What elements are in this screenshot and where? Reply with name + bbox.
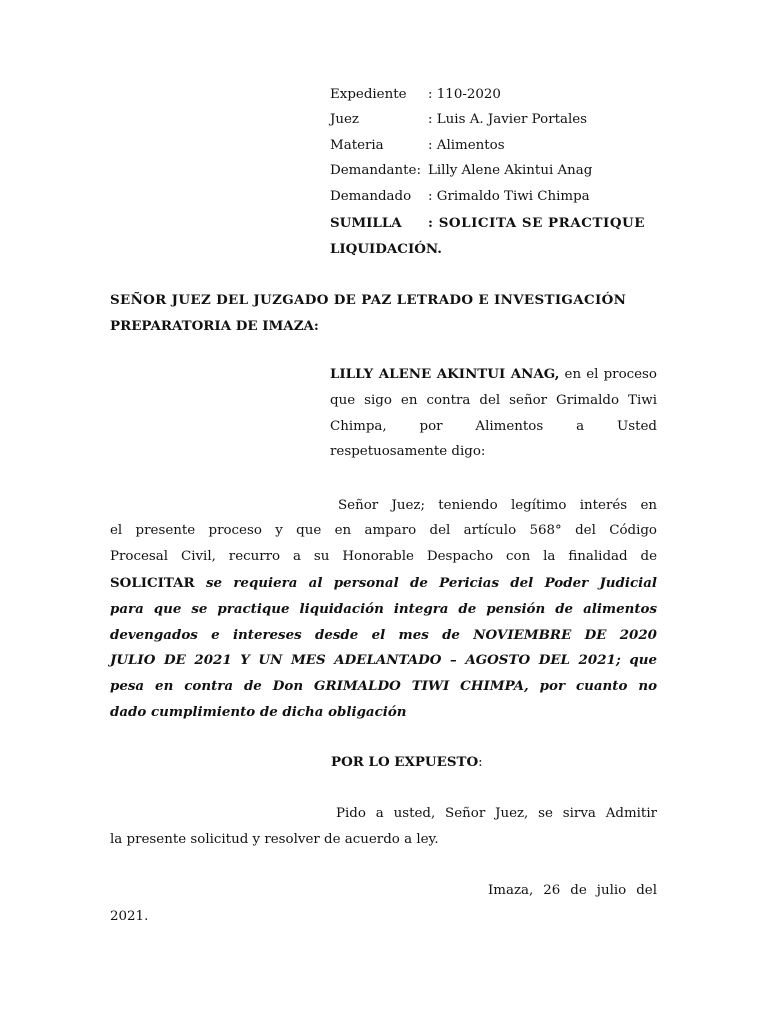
- intro-paragraph: [330, 362, 657, 465]
- body-line: dado cumplimiento de dicha obligación: [110, 704, 407, 720]
- header-separator: :: [428, 112, 437, 127]
- header-value: Lilly Alene Akintui Anag: [428, 163, 593, 178]
- body-line: JULIO DE 2021 Y UN MES ADELANTADO – AGOSTO DEL 2021; que: [110, 652, 657, 668]
- sumilla-continuation: LIQUIDACIÓN.: [330, 241, 442, 257]
- header-label: Materia: [330, 138, 384, 153]
- header-label: Expediente: [330, 87, 407, 102]
- header-label: Juez: [330, 112, 359, 127]
- addressee-line-1: SEÑOR JUEZ DEL JUZGADO DE PAZ LETRADO E INVESTIGACIÓN: [110, 292, 627, 308]
- body-line: el presente proceso y que en amparo del artículo 568° del Código: [110, 523, 657, 538]
- section-heading: [331, 754, 483, 770]
- header-value: 110-2020: [436, 87, 501, 102]
- body-line: devengados e intereses desde el mes de NOVIEMBRE DE 2020: [110, 627, 657, 643]
- header-row-demandante: [330, 163, 660, 183]
- date-line-1: Imaza, 26 de julio del: [488, 883, 657, 898]
- sumilla-row: [330, 215, 657, 231]
- header-row-materia: [330, 138, 660, 158]
- header-value: Luis A. Javier Portales: [436, 112, 588, 127]
- header-separator: :: [428, 138, 437, 153]
- section-title: POR LO EXPUESTO: [331, 754, 479, 770]
- header-value: Grimaldo Tiwi Chimpa: [436, 189, 590, 204]
- sumilla-value: : SOLICITA SE PRACTIQUE: [428, 215, 646, 231]
- body-line: [110, 575, 657, 595]
- body-line: para que se practique liquidación integra de pensión de alimentos: [110, 601, 657, 617]
- header-label: Demandante:: [330, 163, 421, 178]
- section-colon: :: [478, 755, 483, 770]
- petitioner-name: LILLY ALENE AKINTUI ANAG,: [330, 366, 560, 382]
- body-line: Señor Juez; teniendo legítimo interés en: [338, 498, 657, 513]
- header-separator: :: [428, 87, 437, 102]
- header-separator: :: [428, 189, 437, 204]
- header-row-demandado: [330, 189, 660, 209]
- header-row-juez: [330, 112, 660, 132]
- header-row-expediente: [330, 87, 660, 107]
- closing-line-2: la presente solicitud y resolver de acuerdo a ley.: [110, 832, 439, 847]
- body-line: pesa en contra de Don GRIMALDO TIWI CHIMPA, por cuanto no: [110, 678, 657, 694]
- sumilla-label: SUMILLA: [330, 215, 402, 231]
- body-emphasis: se requiera al personal de Pericias del Poder Judicial: [194, 575, 657, 591]
- closing-line-1: Pido a usted, Señor Juez, se sirva Admitir: [336, 806, 657, 821]
- solicitar-keyword: SOLICITAR: [110, 575, 195, 591]
- date-line-2: 2021.: [110, 909, 149, 924]
- body-line: Procesal Civil, recurro a su Honorable Despacho con la finalidad de: [110, 549, 657, 564]
- header-value: Alimentos: [436, 138, 505, 153]
- intro-text: en el proceso que sigo en contra del señor Grimaldo Tiwi Chimpa, por Alimentos a Usted respetuosamente digo:: [330, 367, 657, 460]
- addressee-line-2: PREPARATORIA DE IMAZA:: [110, 318, 319, 334]
- header-label: Demandado: [330, 189, 412, 204]
